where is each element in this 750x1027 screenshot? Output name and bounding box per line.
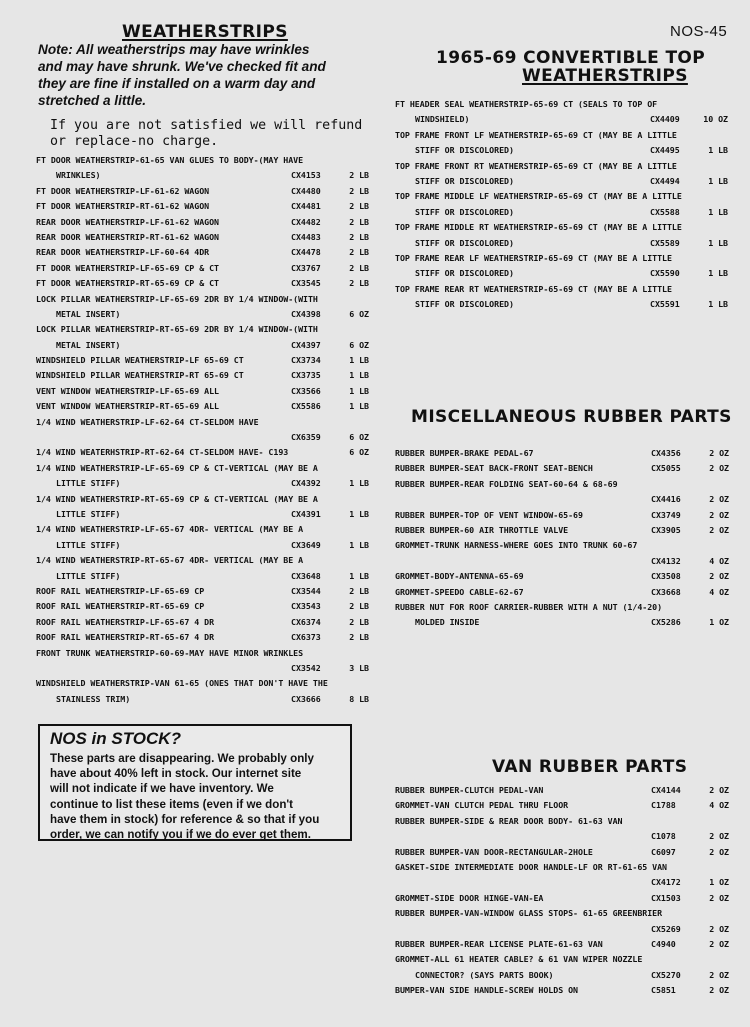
item-weight: 2 LB: [349, 616, 369, 627]
item-description: 1/4 WIND WEATERHSTRIP-RT-62-64 CT-SELDOM HAVE- C193: [36, 447, 289, 458]
item-part-number: CX6373: [291, 632, 321, 643]
van-list: [395, 783, 729, 998]
list-item: [395, 174, 728, 189]
list-item: [36, 338, 369, 353]
item-description: 1/4 WIND WEATHERSTRIP-RT-65-67 4DR- VERTICAL (MAY BE A: [36, 555, 304, 566]
item-weight: 4 OZ: [709, 586, 729, 597]
item-weight: 6 OZ: [349, 432, 369, 443]
item-weight: 2 OZ: [709, 923, 729, 934]
item-weight: 1 LB: [708, 299, 728, 310]
item-description: GROMMET-SIDE DOOR HINGE-VAN-EA: [395, 892, 544, 903]
list-item: [395, 251, 728, 266]
item-description: RUBBER BUMPER-BRAKE PEDAL-67: [395, 448, 534, 458]
item-description: GASKET-SIDE INTERMEDIATE DOOR HANDLE-LF OR RT-61-65 VAN: [395, 861, 667, 872]
list-item: [36, 153, 369, 168]
list-item: [36, 507, 369, 522]
item-part-number: CX3749: [651, 509, 681, 520]
list-item: [395, 538, 729, 553]
item-description: WINDSHIELD WEATHERSTRIP-VAN 61-65 (ONES THAT DON'T HAVE THE: [36, 678, 328, 689]
item-description: STIFF OR DISCOLORED): [415, 145, 514, 156]
item-part-number: CX4132: [651, 555, 681, 566]
item-weight: 2 LB: [349, 278, 369, 289]
item-weight: 1 LB: [349, 355, 369, 366]
refund-policy: If you are not satisfied we will refund or replace-no charge.: [50, 118, 363, 149]
item-part-number: CX3543: [291, 601, 321, 612]
item-weight: 1 LB: [349, 370, 369, 381]
item-weight: 4 OZ: [709, 800, 729, 811]
nos-box-title: NOS in STOCK?: [50, 729, 181, 748]
item-part-number: CX3545: [291, 278, 321, 289]
item-weight: 2 OZ: [709, 846, 729, 857]
item-part-number: CX3648: [291, 570, 321, 581]
item-part-number: CX6374: [291, 616, 321, 627]
item-part-number: CX3566: [291, 385, 321, 396]
item-description: FT DOOR WEATHERSTRIP-61-65 VAN GLUES TO BODY-(MAY HAVE: [36, 155, 304, 165]
item-description: WRINKLES): [56, 170, 101, 181]
item-weight: 2 LB: [349, 201, 369, 212]
item-part-number: C1788: [651, 800, 676, 811]
item-description: RUBBER BUMPER-SEAT BACK-FRONT SEAT-BENCH: [395, 463, 593, 474]
item-description: GROMMET-TRUNK HARNESS-WHERE GOES INTO TRUNK 60-67: [395, 540, 638, 551]
item-part-number: CX4478: [291, 247, 321, 258]
list-item: [395, 143, 728, 158]
list-item: [36, 615, 369, 630]
list-item: [395, 205, 728, 220]
list-item: [395, 891, 729, 906]
item-description: FT HEADER SEAL WEATHERSTRIP-65-69 CT (SEALS TO TOP OF: [395, 99, 658, 109]
item-weight: 2 LB: [349, 231, 369, 242]
item-description: RUBBER BUMPER-VAN DOOR-RECTANGULAR-2HOLE: [395, 846, 593, 857]
item-part-number: CX3668: [651, 586, 681, 597]
item-weight: 1 LB: [349, 401, 369, 412]
list-item: [395, 159, 728, 174]
list-item: [395, 266, 728, 281]
item-weight: 2 LB: [349, 601, 369, 612]
item-description: VENT WINDOW WEATHERSTRIP-LF-65-69 ALL: [36, 385, 219, 396]
item-description: ROOF RAIL WEATHERSTRIP-RT-65-69 CP: [36, 601, 205, 612]
item-weight: 1 LB: [349, 508, 369, 519]
item-part-number: C1078: [651, 831, 676, 842]
list-item: [36, 245, 369, 260]
list-item: [36, 168, 369, 183]
item-description: RUBBER BUMPER-REAR LICENSE PLATE-61-63 VAN: [395, 938, 603, 949]
list-item: [395, 220, 728, 235]
item-description: TOP FRAME REAR RT WEATHERSTRIP-65-69 CT (MAY BE A LITTLE: [395, 283, 672, 294]
item-weight: 2 OZ: [709, 509, 729, 520]
list-item: [36, 492, 369, 507]
list-item: [36, 261, 369, 276]
item-description: STIFF OR DISCOLORED): [415, 237, 514, 248]
item-part-number: C4940: [651, 938, 676, 949]
item-weight: 1 OZ: [709, 617, 729, 628]
list-item: [36, 322, 369, 337]
list-item: [36, 569, 369, 584]
item-description: LITTLE STIFF): [56, 478, 121, 489]
list-item: [36, 368, 369, 383]
item-weight: 2 OZ: [709, 463, 729, 474]
item-part-number: CX3905: [651, 524, 681, 535]
list-item: [395, 922, 729, 937]
item-description: STAINLESS TRIM): [56, 693, 131, 704]
list-item: [36, 553, 369, 568]
item-description: CONNECTOR? (SAYS PARTS BOOK): [415, 969, 554, 980]
item-part-number: CX5269: [651, 923, 681, 934]
item-part-number: CX3666: [291, 693, 321, 704]
item-description: REAR DOOR WEATHERSTRIP-RT-61-62 WAGON: [36, 231, 219, 242]
item-part-number: CX3649: [291, 539, 321, 550]
item-description: RUBBER BUMPER-REAR FOLDING SEAT-60-64 & 68-69: [395, 478, 618, 489]
item-description: TOP FRAME FRONT RT WEATHERSTRIP-65-69 CT (MAY BE A LITTLE: [395, 160, 677, 171]
item-description: 1/4 WIND WEATHERSTRIP-LF-62-64 CT-SELDOM HAVE: [36, 416, 259, 427]
list-item: [36, 445, 369, 460]
list-item: [395, 446, 729, 461]
weatherstrips-note: Note: All weatherstrips may have wrinkles and may have shrunk. We've checked fit and they are fine if installed on a warm day and stretched a little.: [38, 42, 326, 108]
item-description: FT DOOR WEATHERSTRIP-RT-65-69 CP & CT: [36, 278, 219, 289]
item-weight: 1 LB: [349, 539, 369, 550]
item-description: STIFF OR DISCOLORED): [415, 175, 514, 186]
list-item: [36, 184, 369, 199]
item-part-number: CX4494: [650, 175, 680, 186]
item-description: REAR DOOR WEATHERSTRIP-LF-61-62 WAGON: [36, 216, 219, 227]
list-item: [36, 630, 369, 645]
item-description: RUBBER BUMPER-CLUTCH PEDAL-VAN: [395, 785, 544, 795]
item-part-number: CX4397: [291, 339, 321, 350]
list-item: [36, 646, 369, 661]
list-item: [395, 600, 729, 615]
page-number: NOS-45: [670, 23, 728, 40]
item-description: LITTLE STIFF): [56, 508, 121, 519]
list-item: [36, 538, 369, 553]
item-part-number: CX4495: [650, 145, 680, 156]
item-weight: 2 OZ: [709, 524, 729, 535]
list-item: [395, 585, 729, 600]
item-weight: 3 LB: [349, 662, 369, 673]
item-part-number: CX4409: [650, 114, 680, 125]
item-weight: 1 LB: [349, 385, 369, 396]
item-weight: 6 OZ: [349, 447, 369, 458]
list-item: [36, 522, 369, 537]
item-description: STIFF OR DISCOLORED): [415, 299, 514, 310]
item-description: WINDSHIELD PILLAR WEATHERSTRIP-LF 65-69 CT: [36, 355, 244, 366]
item-description: 1/4 WIND WEATHERSTRIP-LF-65-69 CP & CT-VERTICAL (MAY BE A: [36, 462, 318, 473]
item-weight: 1 LB: [349, 478, 369, 489]
item-description: ROOF RAIL WEATHERSTRIP-LF-65-67 4 DR: [36, 616, 215, 627]
item-part-number: CX4398: [291, 308, 321, 319]
item-description: TOP FRAME MIDDLE RT WEATHERSTRIP-65-69 CT (MAY BE A LITTLE: [395, 222, 682, 233]
item-weight: 2 LB: [349, 216, 369, 227]
item-weight: 2 LB: [349, 262, 369, 273]
item-description: RUBBER BUMPER-TOP OF VENT WINDOW-65-69: [395, 509, 583, 520]
item-part-number: CX6359: [291, 432, 321, 443]
item-weight: 2 LB: [349, 170, 369, 181]
item-part-number: CX4480: [291, 185, 321, 196]
item-part-number: CX3544: [291, 585, 321, 596]
van-title: VAN RUBBER PARTS: [492, 757, 688, 777]
list-item: [36, 584, 369, 599]
nos-in-stock-box: [38, 724, 352, 841]
list-item: [395, 845, 729, 860]
item-part-number: CX4144: [651, 785, 681, 795]
list-item: [395, 282, 728, 297]
list-item: [36, 353, 369, 368]
list-item: [395, 477, 729, 492]
item-description: 1/4 WIND WEATHERSTRIP-LF-65-67 4DR- VERTICAL (MAY BE A: [36, 524, 304, 535]
list-item: [36, 215, 369, 230]
list-item: [395, 615, 729, 630]
list-item: [395, 968, 729, 983]
item-description: REAR DOOR WEATHERSTRIP-LF-60-64 4DR: [36, 247, 210, 258]
nos-box-body: These parts are disappearing. We probably only have about 40% left in stock. Our internet site will not indicate if we have inventory. We continue to list these items (even if we don't have them in stock) for reference & so that if you order, we can notify you if we do ever get them.: [50, 752, 320, 842]
list-item: [395, 189, 728, 204]
item-weight: 1 OZ: [709, 877, 729, 888]
item-part-number: CX4153: [291, 170, 321, 181]
list-item: [36, 430, 369, 445]
item-weight: 2 OZ: [709, 831, 729, 842]
list-item: [36, 461, 369, 476]
item-weight: 2 LB: [349, 632, 369, 643]
item-part-number: CX5588: [650, 206, 680, 217]
item-description: GROMMET-SPEEDO CABLE-62-67: [395, 586, 524, 597]
list-item: [395, 569, 729, 584]
item-description: RUBBER NUT FOR ROOF CARRIER-RUBBER WITH A NUT (1/4-20): [395, 601, 663, 612]
item-part-number: CX5589: [650, 237, 680, 248]
list-item: [36, 230, 369, 245]
item-description: FT DOOR WEATHERSTRIP-LF-61-62 WAGON: [36, 185, 210, 196]
item-description: TOP FRAME REAR LF WEATHERSTRIP-65-69 CT (MAY BE A LITTLE: [395, 252, 672, 263]
item-description: METAL INSERT): [56, 308, 121, 319]
list-item: [395, 798, 729, 813]
item-description: LITTLE STIFF): [56, 539, 121, 550]
list-item: [36, 415, 369, 430]
item-part-number: CX4391: [291, 508, 321, 519]
item-part-number: CX4483: [291, 231, 321, 242]
item-part-number: CX4482: [291, 216, 321, 227]
item-part-number: CX4416: [651, 494, 681, 505]
list-item: [395, 937, 729, 952]
list-item: [36, 292, 369, 307]
item-description: VENT WINDOW WEATHERSTRIP-RT-65-69 ALL: [36, 401, 219, 412]
list-item: [395, 983, 729, 998]
list-item: [395, 461, 729, 476]
list-item: [395, 906, 729, 921]
item-part-number: CX3508: [651, 571, 681, 582]
item-weight: 2 LB: [349, 247, 369, 258]
item-weight: 2 OZ: [709, 892, 729, 903]
item-description: GROMMET-ALL 61 HEATER CABLE? & 61 VAN WIPER NOZZLE: [395, 954, 643, 965]
item-part-number: CX4481: [291, 201, 321, 212]
item-description: WINDSHIELD PILLAR WEATHERSTRIP-RT 65-69 CT: [36, 370, 244, 381]
item-weight: 8 LB: [349, 693, 369, 704]
list-item: [395, 297, 728, 312]
list-item: [395, 128, 728, 143]
item-weight: 2 OZ: [709, 785, 729, 795]
list-item: [395, 523, 729, 538]
item-weight: 2 OZ: [709, 985, 729, 996]
item-part-number: CX5590: [650, 268, 680, 279]
list-item: [36, 199, 369, 214]
item-description: BUMPER-VAN SIDE HANDLE-SCREW HOLDS ON: [395, 985, 578, 996]
list-item: [36, 399, 369, 414]
item-description: FRONT TRUNK WEATHERSTRIP-60-69-MAY HAVE MINOR WRINKLES: [36, 647, 304, 658]
list-item: [36, 676, 369, 691]
item-description: LITTLE STIFF): [56, 570, 121, 581]
item-description: LOCK PILLAR WEATHERSTRIP-RT-65-69 2DR BY 1/4 WINDOW-(WITH: [36, 324, 318, 335]
item-part-number: CX5270: [651, 969, 681, 980]
list-item: [395, 783, 729, 798]
item-description: STIFF OR DISCOLORED): [415, 206, 514, 217]
list-item: [36, 599, 369, 614]
list-item: [36, 661, 369, 676]
item-weight: 2 LB: [349, 585, 369, 596]
item-weight: 6 OZ: [349, 308, 369, 319]
item-description: RUBBER BUMPER-SIDE & REAR DOOR BODY- 61-63 VAN: [395, 815, 623, 826]
item-part-number: CX3542: [291, 662, 321, 673]
list-item: [395, 236, 728, 251]
item-description: WINDSHIELD): [415, 114, 470, 125]
item-part-number: CX4356: [651, 448, 681, 458]
list-item: [36, 476, 369, 491]
list-item: [395, 952, 729, 967]
item-weight: 1 LB: [349, 570, 369, 581]
item-part-number: C5851: [651, 985, 676, 996]
item-weight: 2 OZ: [709, 969, 729, 980]
item-weight: 1 LB: [708, 145, 728, 156]
convertible-list: [395, 97, 728, 312]
item-weight: 1 LB: [708, 237, 728, 248]
convertible-title-line1: 1965-69 CONVERTIBLE TOP: [436, 48, 706, 68]
item-part-number: CX1503: [651, 892, 681, 903]
item-weight: 2 OZ: [709, 571, 729, 582]
item-part-number: CX4392: [291, 478, 321, 489]
item-description: LOCK PILLAR WEATHERSTRIP-LF-65-69 2DR BY 1/4 WINDOW-(WITH: [36, 293, 318, 304]
item-weight: 6 OZ: [349, 339, 369, 350]
item-part-number: CX4172: [651, 877, 681, 888]
item-part-number: CX5586: [291, 401, 321, 412]
misc-title: MISCELLANEOUS RUBBER PARTS: [411, 407, 732, 427]
item-description: RUBBER BUMPER-VAN-WINDOW GLASS STOPS- 61-65 GREENBRIER: [395, 908, 663, 919]
list-item: [36, 307, 369, 322]
item-weight: 1 LB: [708, 268, 728, 279]
item-description: STIFF OR DISCOLORED): [415, 268, 514, 279]
item-description: GROMMET-VAN CLUTCH PEDAL THRU FLOOR: [395, 800, 569, 811]
item-part-number: C6097: [651, 846, 676, 857]
item-part-number: CX5055: [651, 463, 681, 474]
weatherstrips-title: WEATHERSTRIPS: [122, 22, 288, 42]
item-description: TOP FRAME FRONT LF WEATHERSTRIP-65-69 CT (MAY BE A LITTLE: [395, 129, 677, 140]
list-item: [395, 829, 729, 844]
item-part-number: CX3767: [291, 262, 321, 273]
item-part-number: CX5286: [651, 617, 681, 628]
list-item: [36, 692, 369, 707]
item-weight: 2 LB: [349, 185, 369, 196]
convertible-title-line2: WEATHERSTRIPS: [522, 66, 688, 86]
list-item: [395, 554, 729, 569]
item-part-number: CX3734: [291, 355, 321, 366]
item-weight: 4 OZ: [709, 555, 729, 566]
list-item: [395, 508, 729, 523]
item-description: 1/4 WIND WEATHERSTRIP-RT-65-69 CP & CT-VERTICAL (MAY BE A: [36, 493, 318, 504]
item-description: ROOF RAIL WEATHERSTRIP-LF-65-69 CP: [36, 585, 205, 596]
list-item: [395, 875, 729, 890]
item-description: MOLDED INSIDE: [415, 617, 480, 628]
item-description: ROOF RAIL WEATHERSTRIP-RT-65-67 4 DR: [36, 632, 215, 643]
item-description: FT DOOR WEATHERSTRIP-RT-61-62 WAGON: [36, 201, 210, 212]
item-description: GROMMET-BODY-ANTENNA-65-69: [395, 571, 524, 582]
item-description: TOP FRAME MIDDLE LF WEATHERSTRIP-65-69 CT (MAY BE A LITTLE: [395, 191, 682, 202]
item-description: METAL INSERT): [56, 339, 121, 350]
item-description: RUBBER BUMPER-60 AIR THROTTLE VALVE: [395, 524, 569, 535]
item-part-number: CX5591: [650, 299, 680, 310]
list-item: [395, 112, 728, 127]
item-description: FT DOOR WEATHERSTRIP-LF-65-69 CP & CT: [36, 262, 219, 273]
list-item: [395, 97, 728, 112]
item-weight: 2 OZ: [709, 938, 729, 949]
list-item: [395, 492, 729, 507]
weatherstrips-list: [36, 153, 369, 707]
item-weight: 2 OZ: [709, 494, 729, 505]
item-weight: 2 OZ: [709, 448, 729, 458]
list-item: [395, 814, 729, 829]
list-item: [395, 860, 729, 875]
item-part-number: CX3735: [291, 370, 321, 381]
list-item: [36, 276, 369, 291]
item-weight: 1 LB: [708, 206, 728, 217]
list-item: [36, 384, 369, 399]
item-weight: 10 OZ: [703, 114, 728, 125]
item-weight: 1 LB: [708, 175, 728, 186]
misc-list: [395, 446, 729, 631]
